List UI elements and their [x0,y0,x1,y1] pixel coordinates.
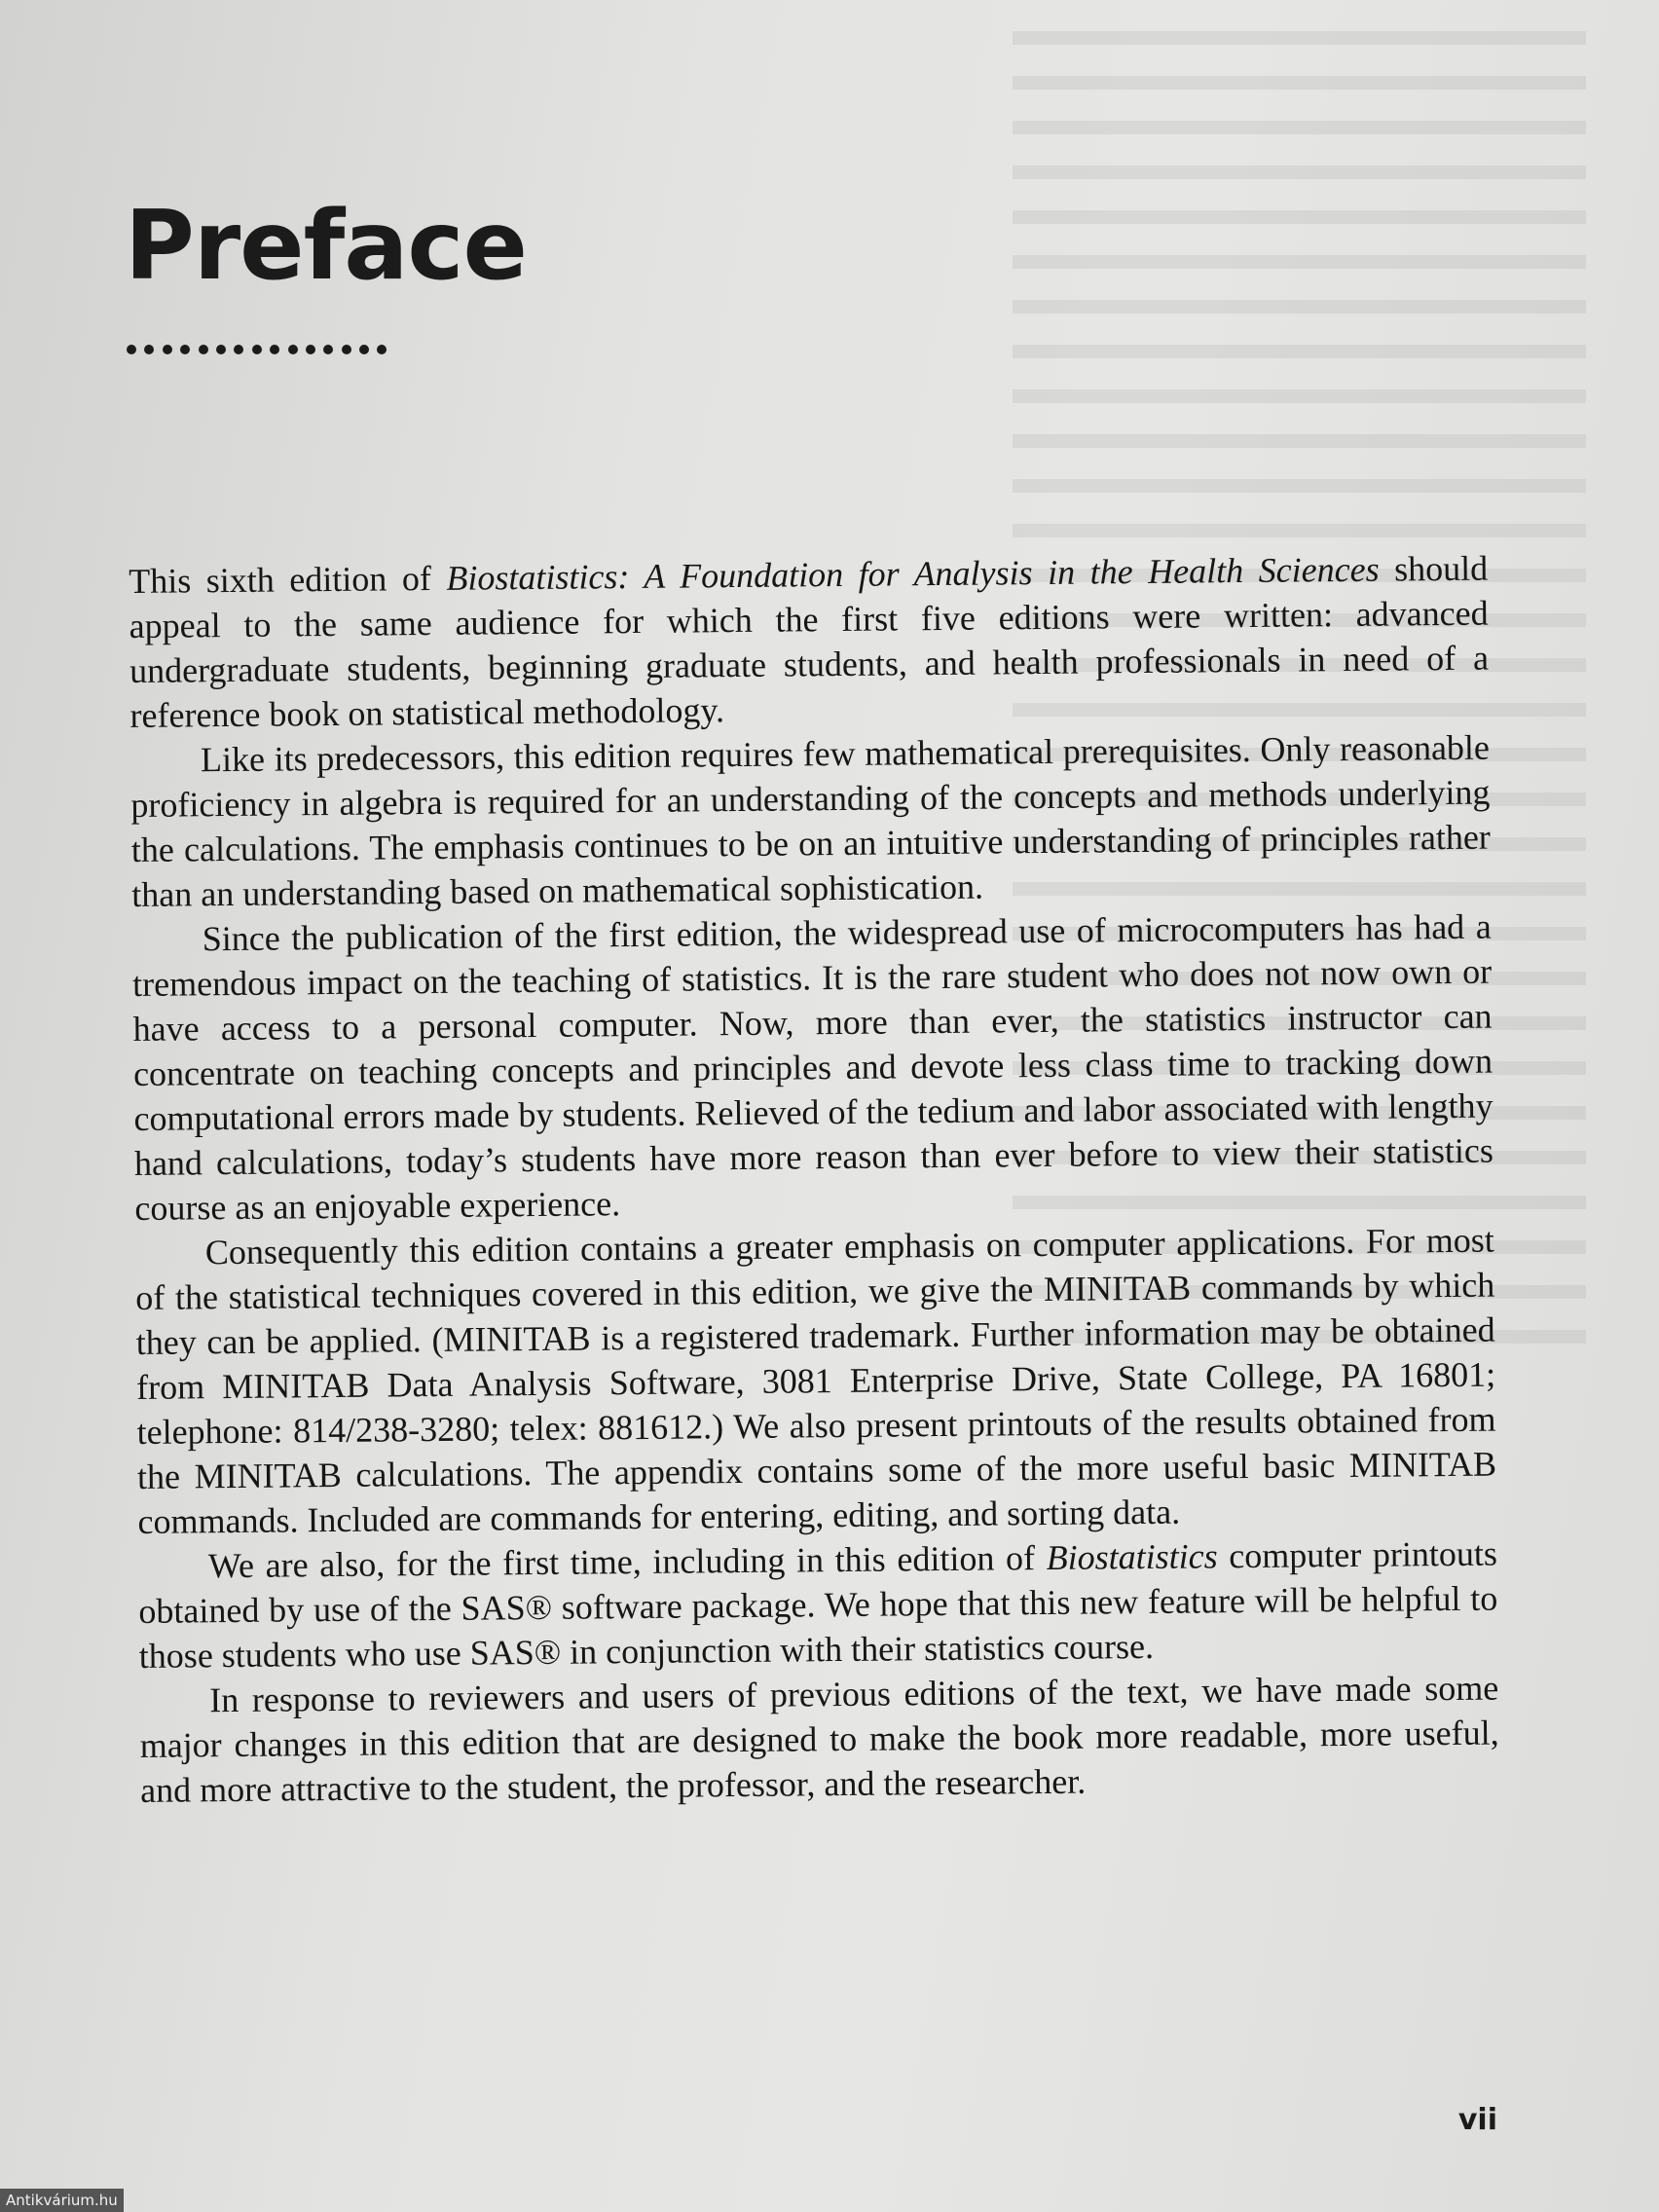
paragraph: We are also, for the first time, including in this edition of Biostatistics computer printouts obtained by use of the SAS® software package. We hope that this new feature will be helpful to those students who use SAS® in conjunction with their statistics course. [138,1533,1498,1676]
title-dot [359,345,369,354]
book-title-italic: Biostatistics: A Foundation for Analysis in the Health Sciences [446,549,1380,598]
title-dot [216,345,226,354]
paragraph: Like its predecessors, this edition requires few mathematical prerequisites. Only reasonable proficiency in algebra is required for an understanding of the concepts and methods underlying the calculations. The emphasis continues to be on an intuitive understanding of principles rather than an understanding based on mathematical sophistication. [130,727,1491,914]
title-dot [377,345,387,354]
title-dot [252,345,262,354]
title-dot [163,345,172,354]
paragraph: Consequently this edition contains a greater emphasis on computer applications. For most of the statistical techniques covered in this edition, we give the MINITAB commands by which they can be applied. (MINITAB is a registered trademark. Further information may be obtained from MINITAB Data Analysis Software, 3081 Enterprise Drive, State College, PA 16801; telephone: 814/238-3280; telex: 881612.) We also present printouts of the results obtained from the MINITAB calculations. The appendix contains some of the more useful basic MINITAB commands. Included are commands for entering, editing, and sorting data. [135,1220,1497,1541]
title-dot [323,345,333,354]
title-dot [306,345,315,354]
title-dot [127,345,136,354]
page-title: Preface [125,191,527,302]
page-number: vii [1457,2103,1497,2137]
preface-body [129,546,1499,1813]
title-dot-rule [127,345,387,354]
title-dot [270,345,279,354]
title-dot [234,345,243,354]
title-dot [180,345,190,354]
title-dot [199,345,208,354]
paragraph: In response to reviewers and users of previous editions of the text, we have made some major changes in this edition that are designed to make the book more readable, more useful, and more attractive to the student, the professor, and the researcher. [139,1668,1499,1810]
paragraph: This sixth edition of Biostatistics: A Foundation for Analysis in the Health Sciences should appeal to the same audience for which the first five editions were written: advanced undergraduate students, beginning graduate students, and health professionals in need of a reference book on statistical methodology. [129,548,1490,735]
title-dot [342,345,351,354]
title-dot [288,345,298,354]
paragraph: Since the publication of the first edition, the widespread use of microcomputers has had a tremendous impact on the teaching of statistics. It is the rare student who does not now own or have access to a personal computer. Now, more than ever, the statistics instructor can concentrate on teaching concepts and principles and devote less class time to tracking down computational errors made by students. Relieved of the tedium and labor associated with lengthy hand calculations, today’s students have more reason than ever before to view their statistics course as an enjoyable experience. [132,906,1494,1228]
title-dot [144,345,154,354]
book-title-italic: Biostatistics [1046,1536,1218,1577]
watermark: Antikvárium.hu [0,2189,124,2212]
